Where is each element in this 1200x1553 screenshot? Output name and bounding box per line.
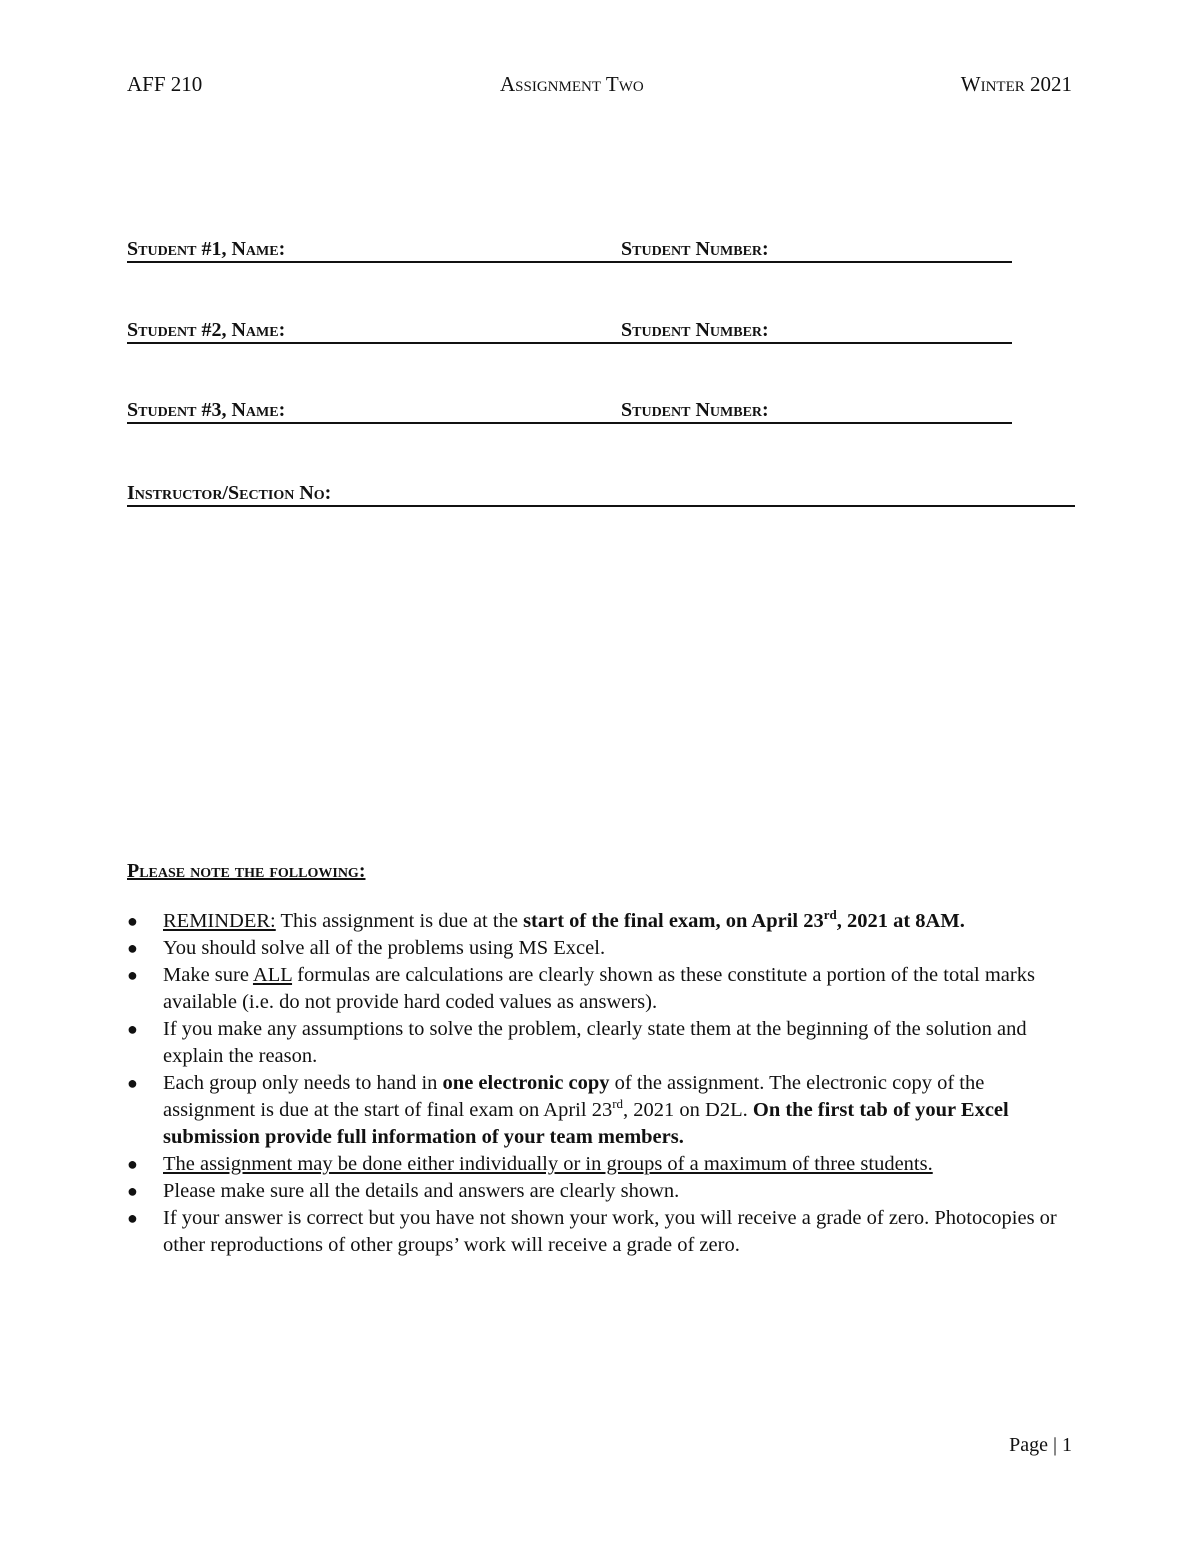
bullet-icon: ● bbox=[127, 1073, 138, 1093]
note-text: , 2021 on D2L. bbox=[623, 1099, 753, 1121]
note-text: formulas are calculations are clearly shown as these constitute a portion of the total marks available (i.e. do not provide hard coded values as answers). bbox=[163, 964, 1035, 1013]
list-item bbox=[127, 1151, 1077, 1178]
instructor-underline[interactable] bbox=[127, 505, 1075, 507]
list-item bbox=[127, 935, 1077, 962]
list-item bbox=[127, 1070, 1077, 1151]
student2-underline[interactable] bbox=[127, 342, 1012, 344]
notes-list bbox=[127, 908, 1077, 1259]
note-bold: On the first tab of your Excel submission provide full information of your team members. bbox=[163, 1099, 1009, 1148]
bullet-icon: ● bbox=[127, 911, 138, 931]
bullet-icon: ● bbox=[127, 965, 138, 985]
document-title: Assignment Two bbox=[500, 72, 644, 96]
note-text: Please make sure all the details and answers are clearly shown. bbox=[163, 1180, 680, 1202]
instructor-label: Instructor/Section No: bbox=[127, 482, 332, 504]
note-text: If you make any assumptions to solve the problem, clearly state them at the beginning of the solution and explain the reason. bbox=[163, 1018, 1027, 1067]
bullet-icon: ● bbox=[127, 938, 138, 958]
bullet-icon: ● bbox=[127, 1181, 138, 1201]
list-item bbox=[127, 962, 1077, 1016]
reminder-label: REMINDER: bbox=[163, 910, 276, 932]
student3-row bbox=[127, 399, 1012, 425]
bullet-icon: ● bbox=[127, 1208, 138, 1228]
note-sup: rd bbox=[612, 1096, 624, 1112]
list-item bbox=[127, 908, 1077, 935]
note-text: If your answer is correct but you have not shown your work, you will receive a grade of zero. Photocopies or other reproductions of other groups’ work will receive a grade of zero. bbox=[163, 1207, 1057, 1256]
note-text: Each group only needs to hand in bbox=[163, 1072, 443, 1094]
student2-name-label: Student #2, Name: bbox=[127, 319, 286, 341]
note-text: You should solve all of the problems using MS Excel. bbox=[163, 937, 606, 959]
note-text: Make sure bbox=[163, 964, 253, 986]
note-bold: , 2021 at 8AM. bbox=[836, 910, 965, 932]
list-item bbox=[127, 1178, 1077, 1205]
student1-name-label: Student #1, Name: bbox=[127, 238, 286, 260]
note-bold: start of the final exam, on April 23 bbox=[523, 910, 824, 932]
list-item bbox=[127, 1016, 1077, 1070]
note-text: The assignment may be done either individually or in groups of a maximum of three students. bbox=[163, 1153, 933, 1175]
page-number: Page | 1 bbox=[1009, 1434, 1072, 1456]
student2-number-label: Student Number: bbox=[621, 319, 769, 341]
note-bold: one electronic copy bbox=[442, 1072, 610, 1094]
course-code: AFF 210 bbox=[127, 72, 203, 96]
notes-heading: Please note the following: bbox=[127, 860, 366, 882]
list-item bbox=[127, 1205, 1077, 1259]
student3-name-label: Student #3, Name: bbox=[127, 399, 286, 421]
student3-underline[interactable] bbox=[127, 422, 1012, 424]
note-text: This assignment is due at the bbox=[275, 910, 524, 932]
note-sup: rd bbox=[823, 907, 837, 923]
student3-number-label: Student Number: bbox=[621, 399, 769, 421]
student1-row bbox=[127, 238, 1012, 264]
student1-number-label: Student Number: bbox=[621, 238, 769, 260]
student2-row bbox=[127, 319, 1012, 345]
instructor-row bbox=[127, 482, 1075, 508]
bullet-icon: ● bbox=[127, 1154, 138, 1174]
term-label: Winter 2021 bbox=[960, 72, 1072, 96]
note-text: of the assignment. The electronic copy of the assignment is due at the start of final exam on April 23 bbox=[163, 1072, 985, 1121]
note-underline: ALL bbox=[252, 964, 293, 986]
bullet-icon: ● bbox=[127, 1019, 138, 1039]
student1-underline[interactable] bbox=[127, 261, 1012, 263]
